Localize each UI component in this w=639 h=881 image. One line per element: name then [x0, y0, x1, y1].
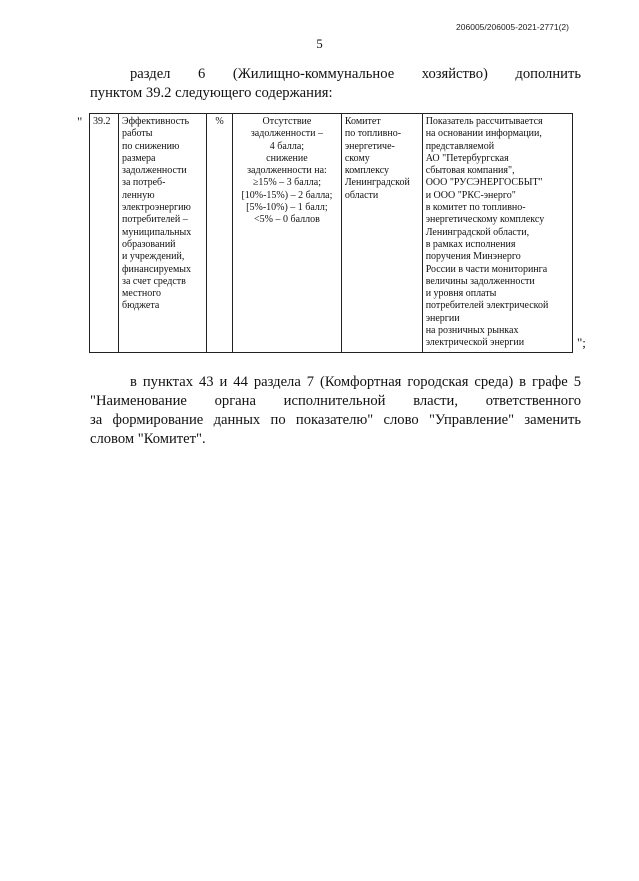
cell-line: энергетиче-: [344, 140, 395, 152]
amendment-paragraph: [90, 373, 581, 449]
cell-line: скому: [344, 152, 370, 164]
cell-line: размера: [122, 152, 156, 164]
cell-line: Эффективность: [122, 116, 190, 127]
cell-line: сбытовая компания",: [425, 165, 515, 177]
cell-line: [10%-15%) – 2 балла;: [241, 189, 333, 201]
cell-line: энергии: [425, 312, 460, 324]
amendment-line: словом "Комитет".: [90, 431, 206, 447]
cell-line: представляемой: [425, 140, 495, 152]
amendment-line: за формирование данных по показателю" слово "Управление" заменить: [90, 412, 581, 428]
cell-line: России в части мониторинга: [425, 263, 548, 275]
cell-line: финансируемых: [122, 263, 191, 275]
amendment-line: в пунктах 43 и 44 раздела 7 (Комфортная городская среда) в графе 5: [130, 374, 581, 390]
cell-line: на розничных рынках: [425, 325, 519, 337]
cell-line: величины задолженности: [425, 275, 535, 287]
opening-quote: ": [77, 114, 83, 129]
cell-line: бюджета: [122, 300, 160, 312]
intro-paragraph: [90, 65, 581, 103]
cell-line: потребителей электрической: [425, 300, 549, 312]
cell-line: поручения Минэнерго: [425, 251, 521, 263]
cell-line: в рамках исполнения: [425, 238, 516, 250]
closing-quote: ";: [577, 335, 586, 350]
page-number: 5: [316, 36, 323, 51]
cell-line: по снижению: [122, 140, 180, 152]
cell-line: ≥15% – 3 балла;: [252, 177, 321, 189]
cell-line: электрической энергии: [425, 337, 525, 349]
cell-line: потребителей –: [122, 214, 188, 226]
unit-cell: %: [207, 114, 233, 353]
cell-line: комплексу: [344, 165, 390, 177]
indicator-table: [89, 113, 573, 353]
indicator-name-cell: [119, 114, 207, 353]
cell-line: местного: [122, 288, 162, 300]
cell-line: АО "Петербургская: [425, 152, 509, 164]
row-number-cell: 39.2: [90, 114, 119, 353]
intro-line: раздел 6 (Жилищно-коммунальное хозяйство) дополнить: [130, 66, 581, 82]
cell-line: задолженности на:: [247, 165, 327, 177]
cell-line: <5% – 0 баллов: [254, 214, 320, 226]
cell-line: ООО "РУСЭНЕРГОСБЫТ": [425, 177, 543, 189]
amendment-line: "Наименование органа исполнительной власти, ответственного: [90, 393, 581, 409]
cell-line: работы: [122, 128, 153, 140]
cell-line: и уровня оплаты: [425, 288, 497, 300]
document-id: 206005/206005-2021-2771(2): [456, 22, 569, 32]
cell-line: Показатель рассчитывается: [425, 116, 543, 127]
cell-line: задолженности –: [250, 128, 324, 140]
cell-line: и ООО "РКС-энерго": [425, 189, 516, 201]
cell-line: ленную: [122, 189, 155, 201]
intro-line: пунктом 39.2 следующего содержания:: [90, 85, 333, 101]
table-row: [90, 114, 573, 353]
cell-line: электроэнергию: [122, 202, 191, 214]
responsible-organ-cell: [341, 114, 422, 353]
cell-line: на основании информации,: [425, 128, 542, 140]
cell-line: за счет средств: [122, 275, 186, 287]
cell-line: по топливно-: [344, 128, 402, 140]
note-cell: [422, 114, 572, 353]
cell-line: 4 балла;: [269, 140, 305, 152]
cell-line: и учреждений,: [122, 251, 185, 263]
cell-line: [5%-10%) – 1 балл;: [246, 202, 328, 214]
evaluation-cell: [233, 114, 342, 353]
cell-line: энергетическому комплексу: [425, 214, 545, 226]
cell-line: Комитет: [344, 116, 381, 127]
cell-line: области: [344, 189, 379, 201]
cell-line: за потреб-: [122, 177, 166, 189]
cell-line: задолженности: [122, 165, 187, 177]
cell-line: снижение: [266, 152, 308, 164]
cell-line: муниципальных: [122, 226, 192, 238]
cell-line: образований: [122, 238, 176, 250]
cell-line: Отсутствие: [262, 116, 312, 127]
cell-line: Ленинградской: [344, 177, 410, 189]
cell-line: Ленинградской области,: [425, 226, 530, 238]
cell-line: в комитет по топливно-: [425, 202, 526, 214]
